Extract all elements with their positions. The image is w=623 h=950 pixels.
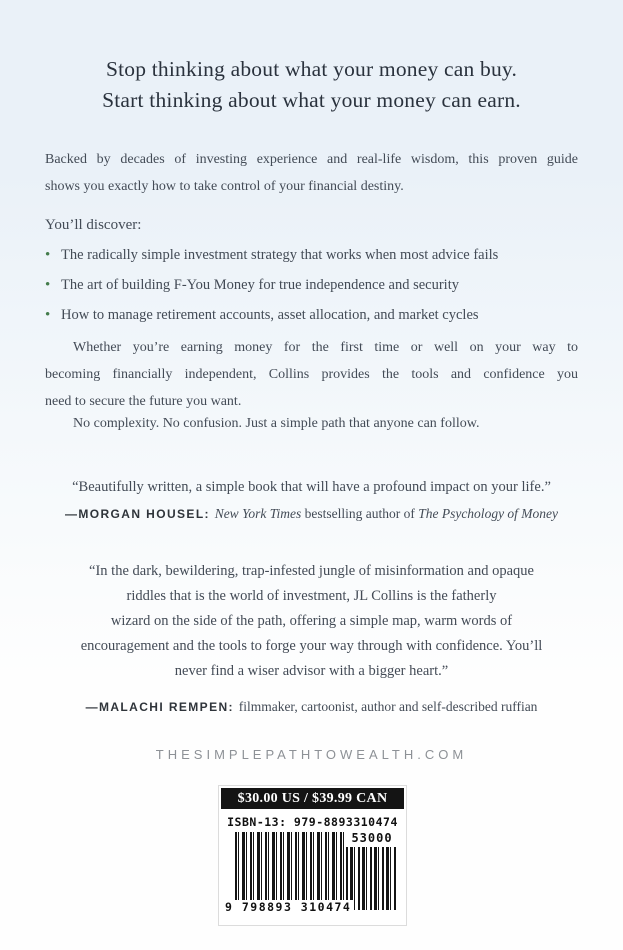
attribution-italic-title-1: New York Times <box>214 506 302 521</box>
body-line-3: need to secure the future you want. <box>45 394 242 409</box>
closing-line: No complexity. No confusion. Just a simple path that anyone can follow. <box>73 416 480 431</box>
price-band: $30.00 US / $39.99 CAN <box>221 788 404 809</box>
attribution-italic-title-2: The Psychology of Money <box>418 506 559 521</box>
quote-attribution-2 <box>12 699 611 715</box>
addon-barcode <box>346 832 398 910</box>
body-paragraph <box>45 334 578 415</box>
headline-line-2: Start thinking about what your money can earn. <box>102 88 521 112</box>
bullet-dot-icon <box>45 270 50 300</box>
website-url: THESIMPLEPATHTOWEALTH.COM <box>155 747 468 762</box>
quote2-line-2: riddles that is the world of investment, JL Collins is the fatherly <box>126 588 497 604</box>
endorsement-quote-1: “Beautifully written, a simple book that will have a profound impact on your life.” <box>72 479 551 495</box>
bullet-item-2 <box>45 270 578 300</box>
bullet-text-1: The radically simple investment strategy that works when most advice fails <box>61 247 499 263</box>
quote2-line-1: “In the dark, bewildering, trap-infested jungle of misinformation and opaque <box>89 563 534 579</box>
attribution-middle-1: bestselling author of <box>301 506 419 521</box>
barcode-area <box>227 832 398 916</box>
body-line-2: becoming financially independent, Collins provides the tools and confidence you <box>45 367 578 382</box>
quote2-line-5: never find a wiser advisor with a bigger heart.” <box>174 663 449 679</box>
headline <box>0 54 623 116</box>
attribution-name-2: —MALACHI REMPEN: <box>85 700 239 714</box>
endorsement-quote-2 <box>12 559 611 684</box>
quote2-line-4: encouragement and the tools to forge your way through with confidence. You’ll <box>80 638 543 654</box>
barcode-number: 9 798893 310474 <box>225 900 352 914</box>
isbn-text: ISBN-13: 979-8893310474 <box>227 815 398 829</box>
bullet-dot-icon <box>45 300 50 330</box>
discover-list <box>45 240 578 330</box>
ean-barcode-bars <box>235 832 345 910</box>
addon-barcode-bars <box>346 847 398 910</box>
barcode-block <box>219 786 406 925</box>
discover-heading: You’ll discover: <box>45 217 142 233</box>
bullet-text-2: The art of building F-You Money for true independence and security <box>61 277 459 293</box>
bullet-item-1 <box>45 240 578 270</box>
bullet-text-3: How to manage retirement accounts, asset allocation, and market cycles <box>61 307 479 323</box>
body-line-1: Whether you’re earning money for the first time or well on your way to <box>73 340 578 355</box>
addon-code: 53000 <box>351 831 393 845</box>
headline-line-1: Stop thinking about what your money can buy. <box>105 57 518 81</box>
intro-paragraph <box>45 146 578 200</box>
bullet-dot-icon <box>45 240 50 270</box>
quote-attribution-1 <box>12 506 611 522</box>
quote2-line-3: wizard on the side of the path, offering a simple map, warm words of <box>110 613 513 629</box>
intro-line-1: Backed by decades of investing experience and real-life wisdom, this proven guide <box>45 152 578 167</box>
bullet-item-3 <box>45 300 578 330</box>
attribution-name-1: —MORGAN HOUSEL: <box>64 507 215 521</box>
intro-line-2: shows you exactly how to take control of your financial destiny. <box>45 179 404 194</box>
attribution-rest-2: filmmaker, cartoonist, author and self-described ruffian <box>238 699 538 714</box>
